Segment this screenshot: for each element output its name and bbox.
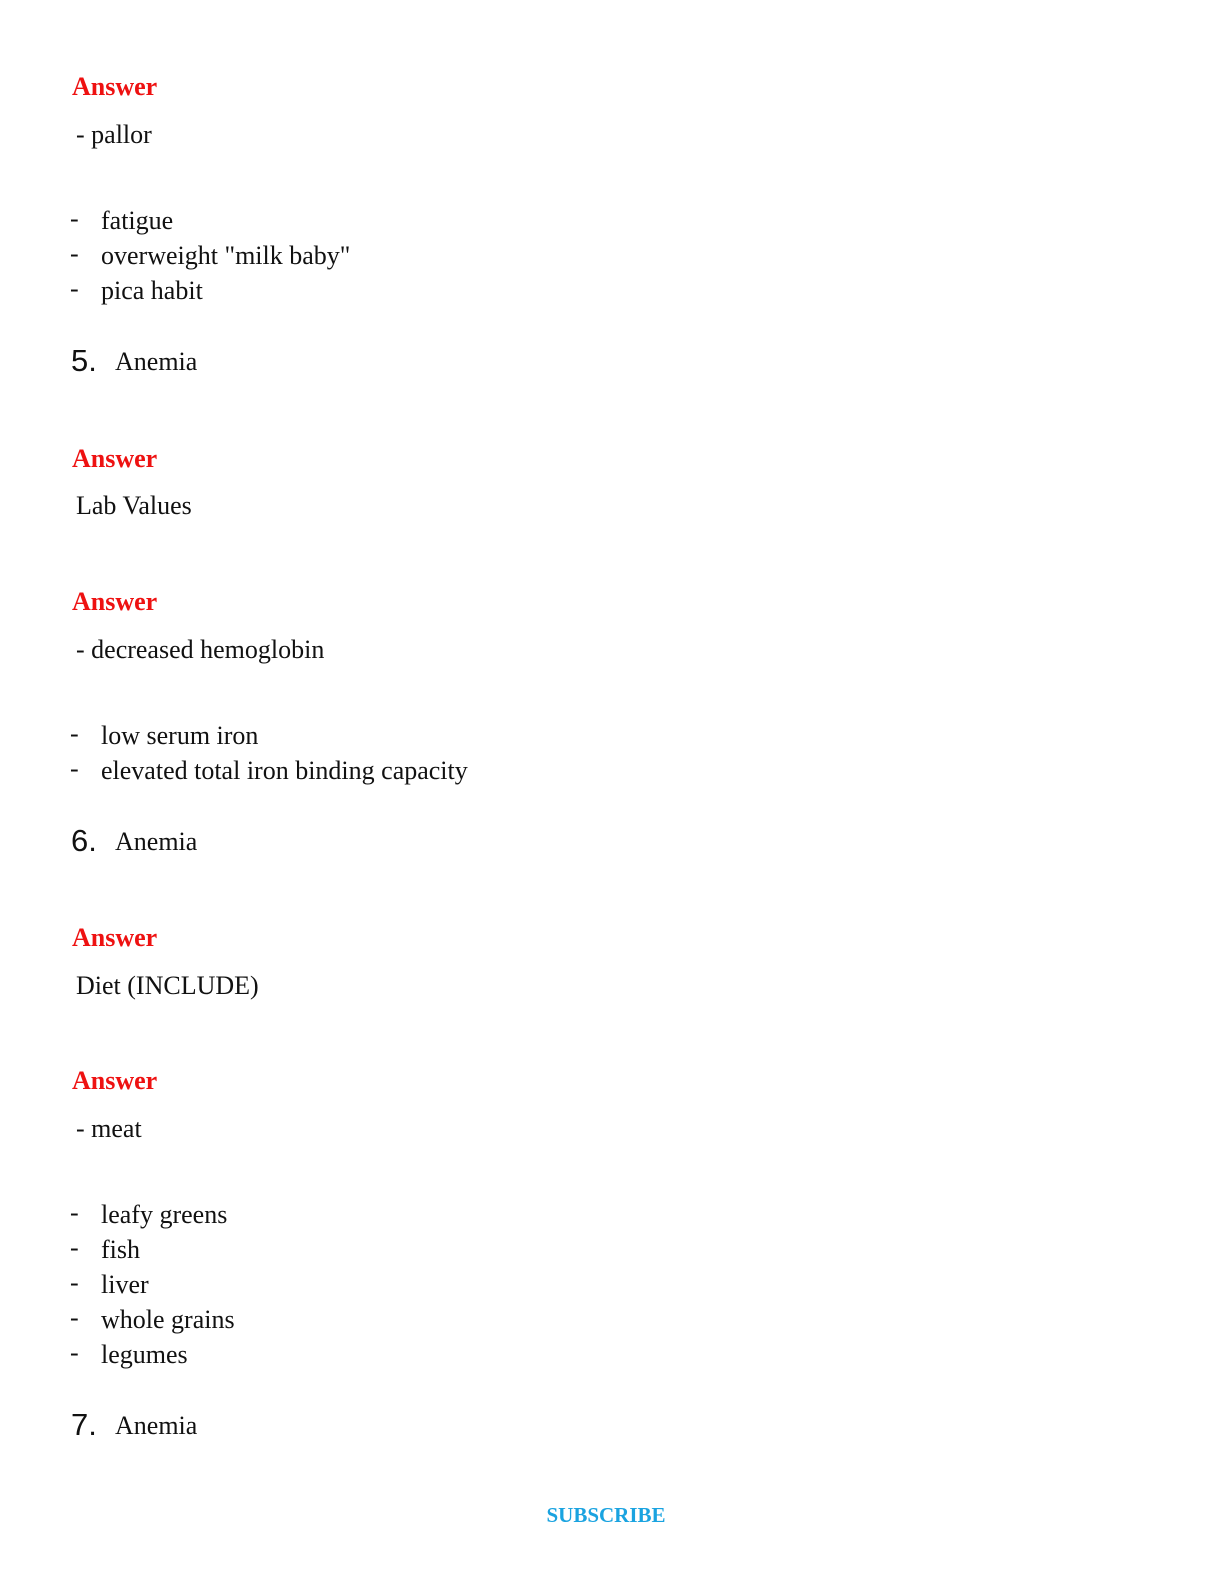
question-number: 7. xyxy=(71,1407,97,1442)
list-item: fish xyxy=(101,1235,140,1264)
answer-label: Answer xyxy=(72,444,158,473)
question-number: 5. xyxy=(71,343,97,378)
list-item: pica habit xyxy=(101,276,203,305)
list-item: elevated total iron binding capacity xyxy=(101,756,468,785)
answer-first-line: - pallor xyxy=(76,120,152,149)
list-item: legumes xyxy=(101,1340,188,1369)
question-title: Anemia xyxy=(115,1411,198,1440)
question-title: Anemia xyxy=(115,827,198,856)
answer-first-line: Diet (INCLUDE) xyxy=(76,971,259,1000)
list-item: whole grains xyxy=(101,1305,235,1334)
list-dash: - xyxy=(70,1198,79,1227)
answer-first-line: - decreased hemoglobin xyxy=(76,635,325,664)
list-dash: - xyxy=(70,204,79,233)
list-item: fatigue xyxy=(101,206,174,235)
answer-label: Answer xyxy=(72,923,158,952)
list-dash: - xyxy=(70,1303,79,1332)
answer-label: Answer xyxy=(72,1066,158,1095)
answer-first-line: - meat xyxy=(76,1114,142,1143)
answer-first-line: Lab Values xyxy=(76,491,192,520)
answer-label: Answer xyxy=(72,72,158,101)
list-item: low serum iron xyxy=(101,721,259,750)
list-dash: - xyxy=(70,1268,79,1297)
answer-label: Answer xyxy=(72,587,158,616)
question-number: 6. xyxy=(71,823,97,858)
subscribe-link[interactable]: SUBSCRIBE xyxy=(546,1503,666,1527)
list-item: overweight "milk baby" xyxy=(101,241,351,270)
list-dash: - xyxy=(70,239,79,268)
list-dash: - xyxy=(70,274,79,303)
list-dash: - xyxy=(70,1233,79,1262)
list-dash: - xyxy=(70,1338,79,1367)
list-item: liver xyxy=(101,1270,149,1299)
list-item: leafy greens xyxy=(101,1200,228,1229)
list-dash: - xyxy=(70,719,79,748)
question-title: Anemia xyxy=(115,347,198,376)
list-dash: - xyxy=(70,754,79,783)
